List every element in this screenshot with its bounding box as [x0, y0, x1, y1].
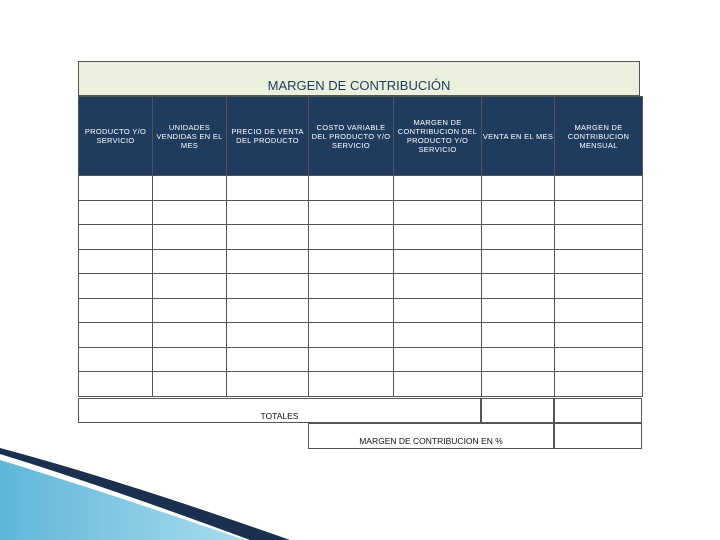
table-cell[interactable]	[227, 274, 309, 299]
col-header-product: PRODUCTO Y/O SERVICIO	[79, 97, 153, 176]
table-cell[interactable]	[555, 200, 643, 225]
table-cell[interactable]	[555, 176, 643, 201]
col-header-units: UNIDADES VENDIDAS EN EL MES	[153, 97, 227, 176]
table-cell[interactable]	[79, 323, 153, 348]
table-row	[79, 200, 643, 225]
table-row	[79, 176, 643, 201]
table-cell[interactable]	[153, 323, 227, 348]
col-header-price: PRECIO DE VENTA DEL PRODUCTO	[227, 97, 309, 176]
table-row	[79, 323, 643, 348]
table-row	[79, 249, 643, 274]
swoosh-light-band	[0, 460, 245, 540]
table-cell[interactable]	[227, 225, 309, 250]
table-row	[79, 225, 643, 250]
table-cell[interactable]	[153, 200, 227, 225]
table-cell[interactable]	[555, 323, 643, 348]
col-header-unit-margin: MARGEN DE CONTRIBUCION DEL PRODUCTO Y/O SERVICIO	[394, 97, 482, 176]
table-cell[interactable]	[482, 249, 555, 274]
table-row	[79, 298, 643, 323]
table-cell[interactable]	[394, 176, 482, 201]
col-header-monthly-margin: MARGEN DE CONTRIBUCION MENSUAL	[555, 97, 643, 176]
table-cell[interactable]	[79, 176, 153, 201]
totals-label-cell	[78, 398, 481, 423]
table-cell[interactable]	[79, 249, 153, 274]
table-cell[interactable]	[79, 372, 153, 397]
sheet-title: MARGEN DE CONTRIBUCIÓN	[78, 61, 640, 96]
table-cell[interactable]	[482, 225, 555, 250]
table-cell[interactable]	[394, 200, 482, 225]
table-cell[interactable]	[79, 347, 153, 372]
table-cell[interactable]	[394, 249, 482, 274]
table-cell[interactable]	[309, 323, 394, 348]
table-cell[interactable]	[153, 274, 227, 299]
table-cell[interactable]	[482, 274, 555, 299]
table-cell[interactable]	[79, 298, 153, 323]
table-cell[interactable]	[555, 249, 643, 274]
table-cell[interactable]	[394, 372, 482, 397]
table-cell[interactable]	[394, 274, 482, 299]
table-cell[interactable]	[309, 372, 394, 397]
table-cell[interactable]	[153, 372, 227, 397]
table-cell[interactable]	[394, 298, 482, 323]
table-cell[interactable]	[309, 347, 394, 372]
percent-label: MARGEN DE CONTRIBUCION EN %	[359, 436, 503, 446]
table-cell[interactable]	[227, 372, 309, 397]
table-row	[79, 372, 643, 397]
table-cell[interactable]	[227, 176, 309, 201]
table-cell[interactable]	[153, 249, 227, 274]
table-cell[interactable]	[79, 200, 153, 225]
table-cell[interactable]	[227, 347, 309, 372]
table-cell[interactable]	[153, 347, 227, 372]
contribution-margin-sheet	[78, 61, 642, 451]
table-cell[interactable]	[482, 200, 555, 225]
table-cell[interactable]	[555, 372, 643, 397]
table-cell[interactable]	[309, 200, 394, 225]
table-cell[interactable]	[309, 274, 394, 299]
table-cell[interactable]	[482, 176, 555, 201]
col-header-variable-cost: COSTO VARIABLE DEL PRODUCTO Y/O SERVICIO	[309, 97, 394, 176]
table-cell[interactable]	[227, 249, 309, 274]
margin-table	[78, 96, 643, 397]
table-cell[interactable]	[79, 274, 153, 299]
col-header-monthly-sales: VENTA EN EL MES	[482, 97, 555, 176]
table-cell[interactable]	[394, 347, 482, 372]
table-cell[interactable]	[555, 274, 643, 299]
table-cell[interactable]	[309, 225, 394, 250]
table-cell[interactable]	[79, 225, 153, 250]
table-cell[interactable]	[555, 347, 643, 372]
decorative-swoosh	[0, 440, 720, 540]
table-cell[interactable]	[227, 200, 309, 225]
table-cell[interactable]	[482, 372, 555, 397]
table-cell[interactable]	[227, 298, 309, 323]
table-cell[interactable]	[309, 298, 394, 323]
table-row	[79, 274, 643, 299]
table-cell[interactable]	[227, 323, 309, 348]
table-cell[interactable]	[555, 298, 643, 323]
table-row	[79, 347, 643, 372]
totals-margin-cell[interactable]	[554, 398, 642, 423]
table-cell[interactable]	[153, 298, 227, 323]
table-cell[interactable]	[394, 323, 482, 348]
table-cell[interactable]	[153, 176, 227, 201]
table-cell[interactable]	[153, 225, 227, 250]
table-cell[interactable]	[309, 249, 394, 274]
table-cell[interactable]	[309, 176, 394, 201]
totals-sales-cell[interactable]	[481, 398, 554, 423]
table-cell[interactable]	[482, 323, 555, 348]
header-row	[79, 97, 643, 176]
totals-label: TOTALES	[260, 411, 299, 421]
table-cell[interactable]	[394, 225, 482, 250]
table-cell[interactable]	[555, 225, 643, 250]
table-cell[interactable]	[482, 298, 555, 323]
table-cell[interactable]	[482, 347, 555, 372]
